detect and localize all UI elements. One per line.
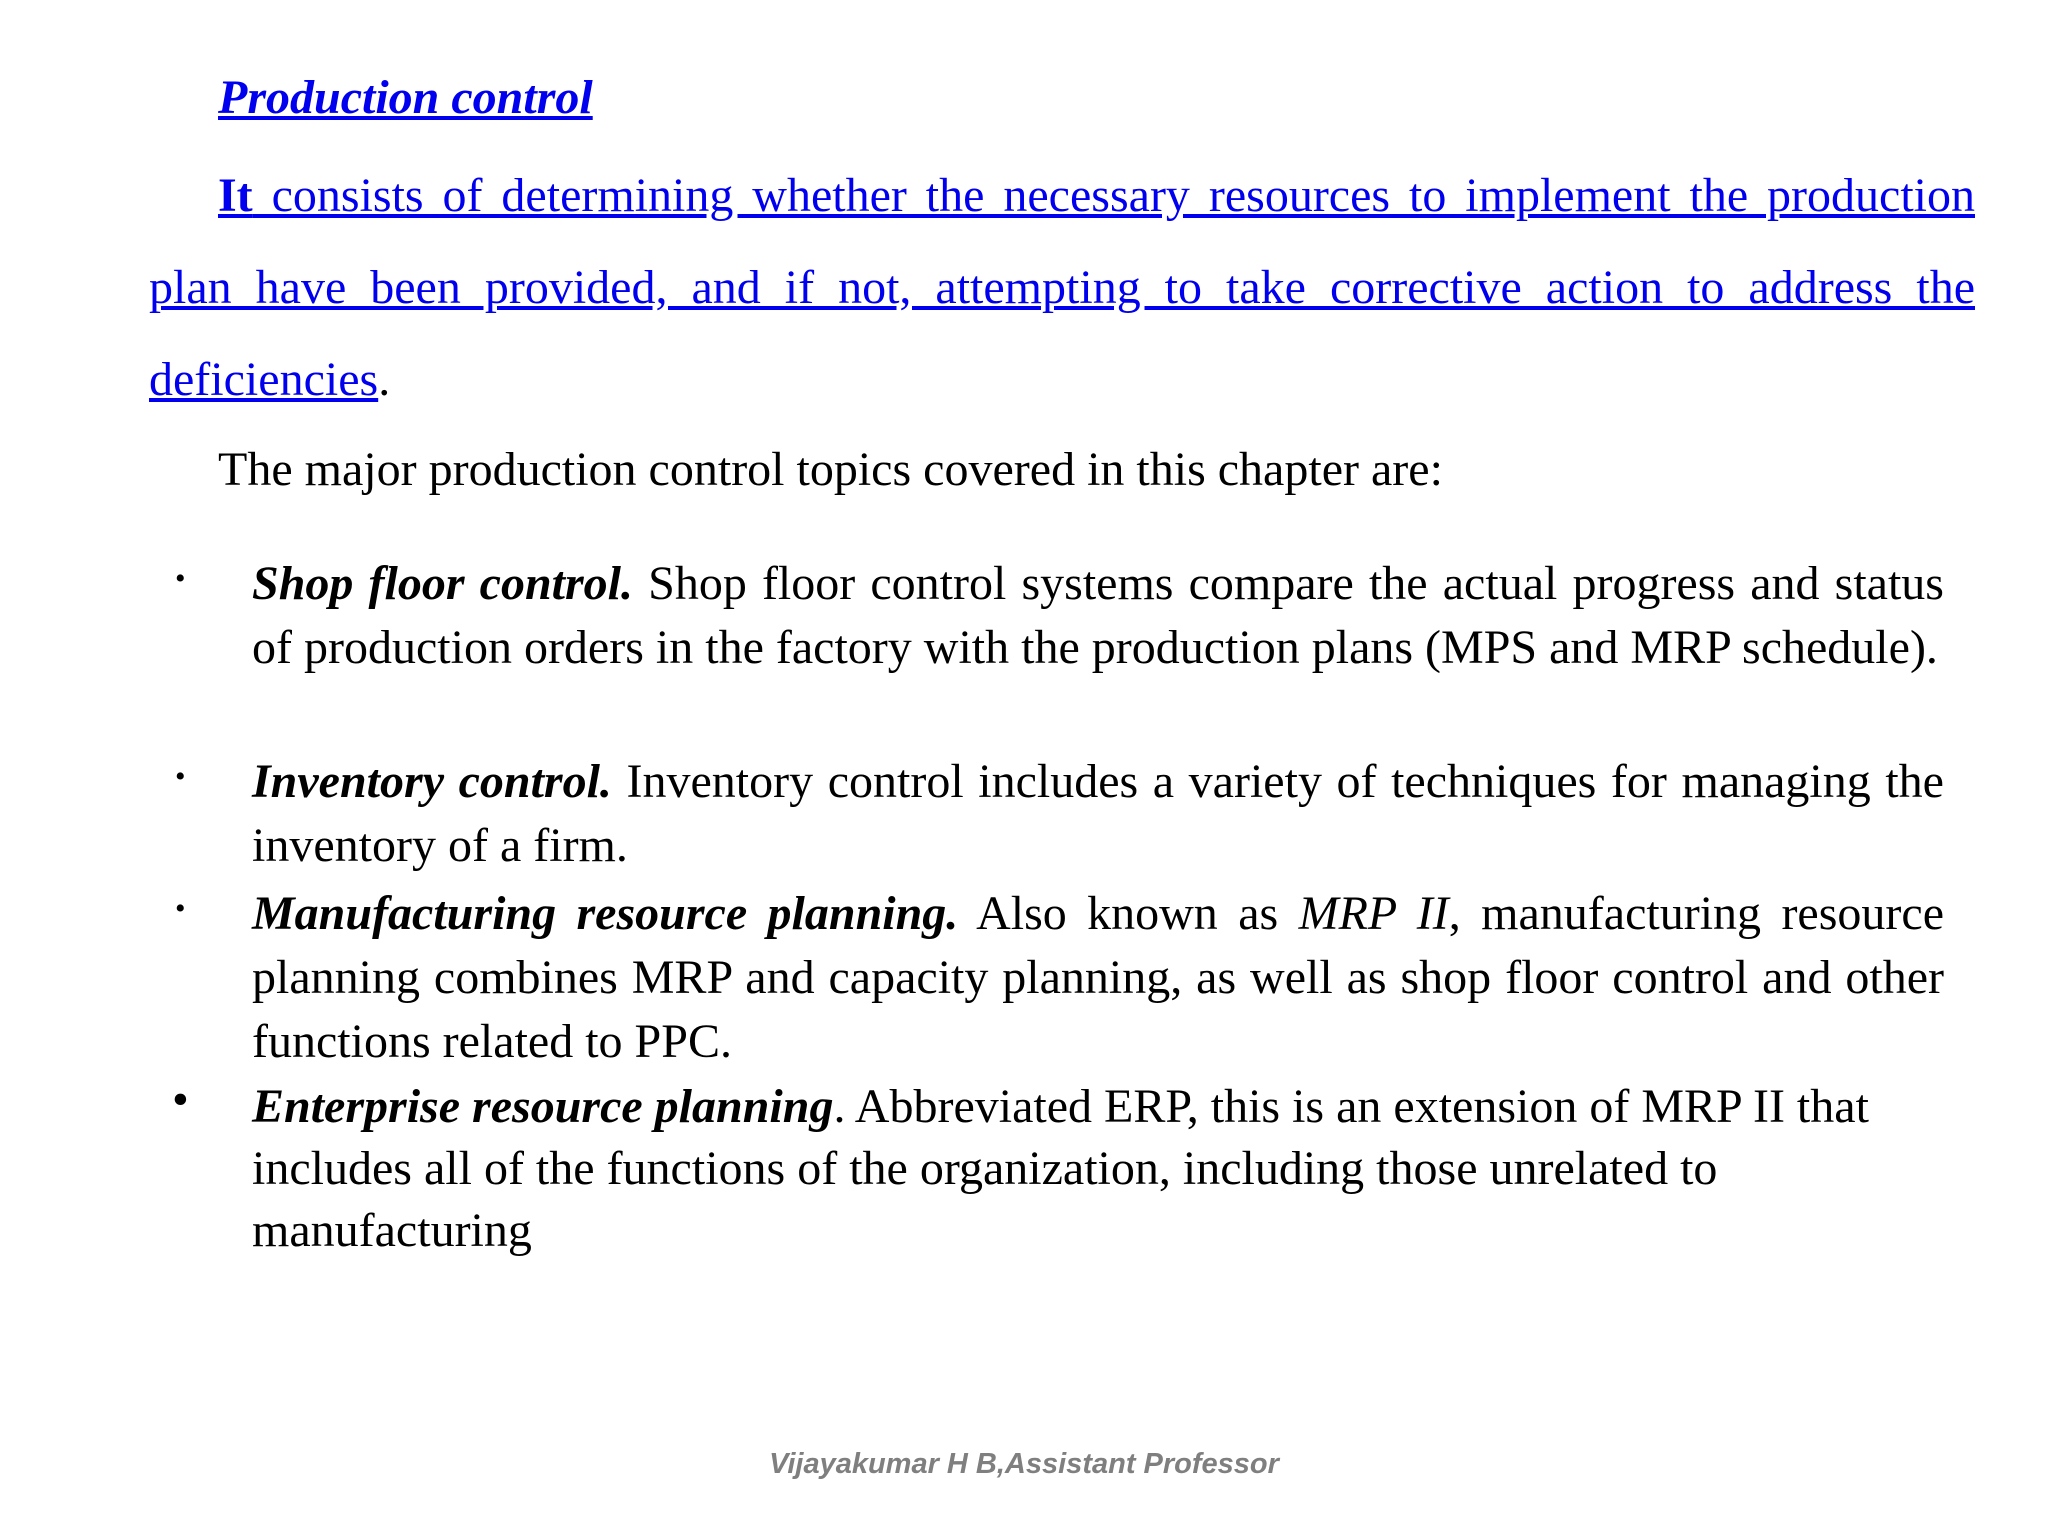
topic-text — [252, 882, 1944, 1074]
topic-text — [252, 1076, 1944, 1262]
topic-text — [252, 750, 1944, 878]
topic-description: Shop floor control systems compare the actual progress and status of production orders in the factory with the production plans (MPS and MRP schedule). — [252, 557, 1944, 674]
bullet-icon: • — [175, 562, 186, 595]
definition-lead: It — [218, 169, 253, 222]
bullet-icon: • — [175, 760, 186, 793]
topic-term: Inventory control. — [252, 755, 612, 808]
definition-body: consists of determining whether the necessary resources to implement the production plan have been provided, and if not, attempting to take corrective action to address the deficiencies — [149, 169, 1975, 406]
definition-end: . — [378, 353, 391, 406]
definition-link[interactable] — [149, 169, 1975, 406]
topic-term: Enterprise resource planning — [252, 1080, 834, 1133]
topic-description: . Abbreviated ERP, this is an extension of MRP II that includes all of the functions of the organization, including those unrelated to manufacturing — [252, 1080, 1869, 1257]
topic-term: Manufacturing resource planning. — [252, 887, 959, 940]
topic-description-before: Also known as — [958, 887, 1299, 940]
topic-description: Inventory control includes a variety of techniques for managing the inventory of a firm. — [252, 755, 1944, 872]
topic-description-after: , manufacturing resource planning combines MRP and capacity planning, as well as shop floor control and other functions related to PPC. — [252, 887, 1945, 1068]
slide-heading[interactable]: Production control — [218, 71, 593, 124]
footer-author: Vijayakumar H B,Assistant Professor — [769, 1448, 1279, 1480]
bullet-icon: • — [175, 892, 186, 925]
topic-text — [252, 552, 1944, 680]
topic-emphasis: MRP II — [1298, 887, 1449, 940]
bullet-icon: • — [172, 1073, 189, 1126]
topic-term: Shop floor control. — [252, 557, 633, 610]
definition-paragraph — [149, 150, 1975, 426]
intro-text: The major production control topics covered in this chapter are: — [218, 443, 1443, 496]
